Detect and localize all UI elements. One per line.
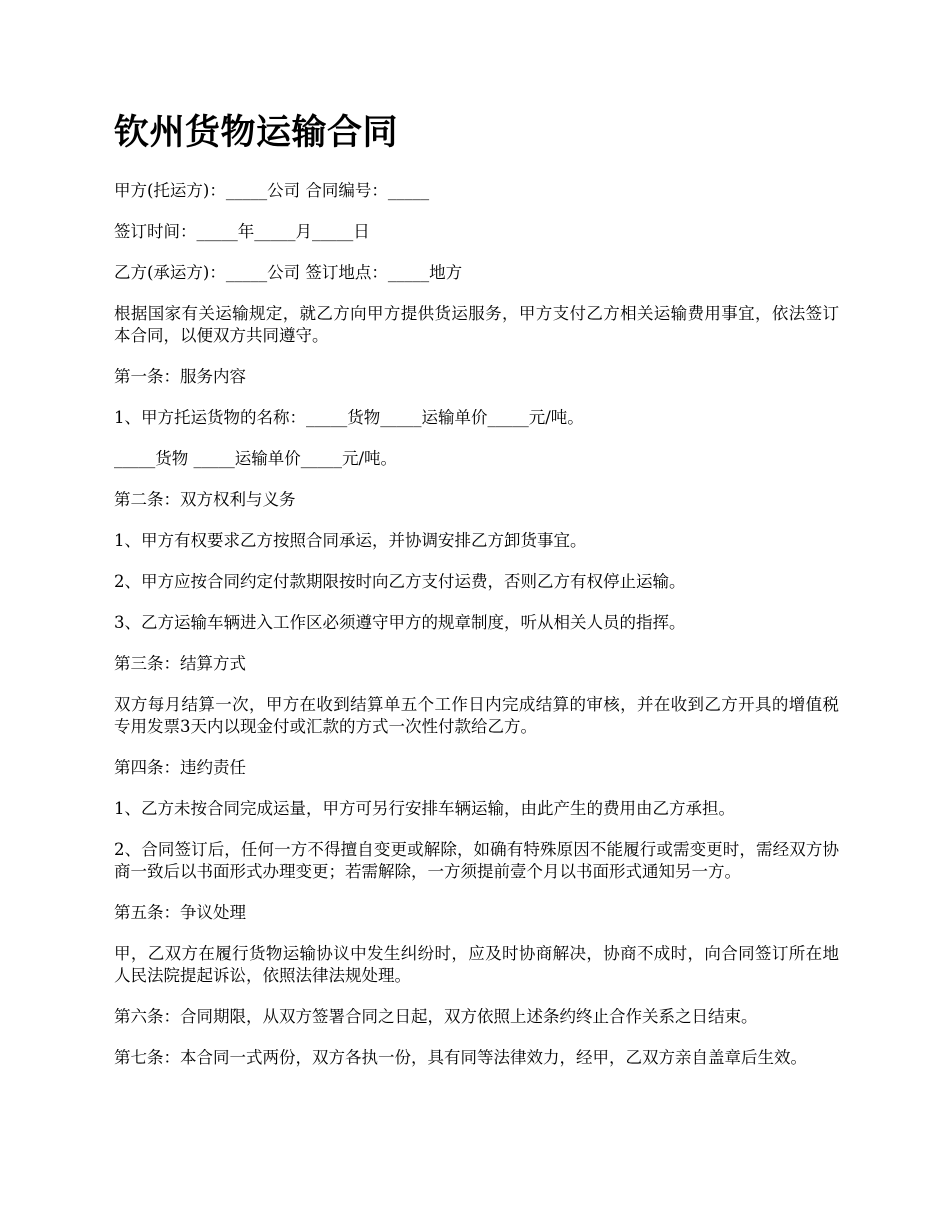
article-5-heading: 第五条：争议处理 [114, 903, 246, 922]
article-4-item-2: 2、合同签订后，任何一方不得擅自变更或解除，如确有特殊原因不能履行或需变更时，需经双方协商一致后以书面形式办理变更；若需解除，一方须提前壹个月以书面形式通知另一方。 [114, 840, 839, 881]
article-2-item-2: 2、甲方应按合同约定付款期限按时向乙方支付运费，否则乙方有权停止运输。 [114, 572, 686, 591]
article-3-heading: 第三条：结算方式 [114, 654, 246, 673]
article-5-body: 甲，乙双方在履行货物运输协议中发生纠纷时，应及时协商解决，协商不成时，向合同签订所在地人民法院提起诉讼，依照法律法规处理。 [114, 944, 839, 985]
article-4-item-1: 1、乙方未按合同完成运量，甲方可另行安排车辆运输，由此产生的费用由乙方承担。 [114, 799, 735, 818]
party-a-line: 甲方(托运方)：_____公司 合同编号：_____ [114, 181, 430, 200]
party-b-line: 乙方(承运方)：_____公司 签订地点：_____地方 [114, 263, 463, 282]
article-1-heading: 第一条：服务内容 [114, 367, 246, 386]
article-7-paragraph: 第七条：本合同一式两份，双方各执一份，具有同等法律效力，经甲，乙双方亲自盖章后生效。 [114, 1048, 807, 1067]
article-4-heading: 第四条：违约责任 [114, 758, 246, 777]
article-1-item-2: _____货物 _____运输单价_____元/吨。 [114, 449, 398, 468]
article-2-item-3: 3、乙方运输车辆进入工作区必须遵守甲方的规章制度，听从相关人员的指挥。 [114, 613, 686, 632]
article-1-item-1: 1、甲方托运货物的名称：_____货物_____运输单价_____元/吨。 [114, 408, 584, 427]
document-title: 钦州货物运输合同 [114, 113, 399, 153]
document-page [114, 111, 839, 1088]
article-3-body: 双方每月结算一次，甲方在收到结算单五个工作日内完成结算的审核，并在收到乙方开具的增值税专用发票3天内以现金付或汇款的方式一次性付款给乙方。 [114, 695, 839, 736]
preamble-paragraph: 根据国家有关运输规定，就乙方向甲方提供货运服务，甲方支付乙方相关运输费用事宜，依法签订本合同，以便双方共同遵守。 [114, 304, 839, 345]
article-2-heading: 第二条：双方权利与义务 [114, 490, 296, 509]
article-6-paragraph: 第六条：合同期限，从双方签署合同之日起，双方依照上述条约终止合作关系之日结束。 [114, 1007, 758, 1026]
article-2-item-1: 1、甲方有权要求乙方按照合同承运，并协调安排乙方卸货事宜。 [114, 531, 587, 550]
signing-date-line: 签订时间：_____年_____月_____日 [114, 222, 370, 241]
